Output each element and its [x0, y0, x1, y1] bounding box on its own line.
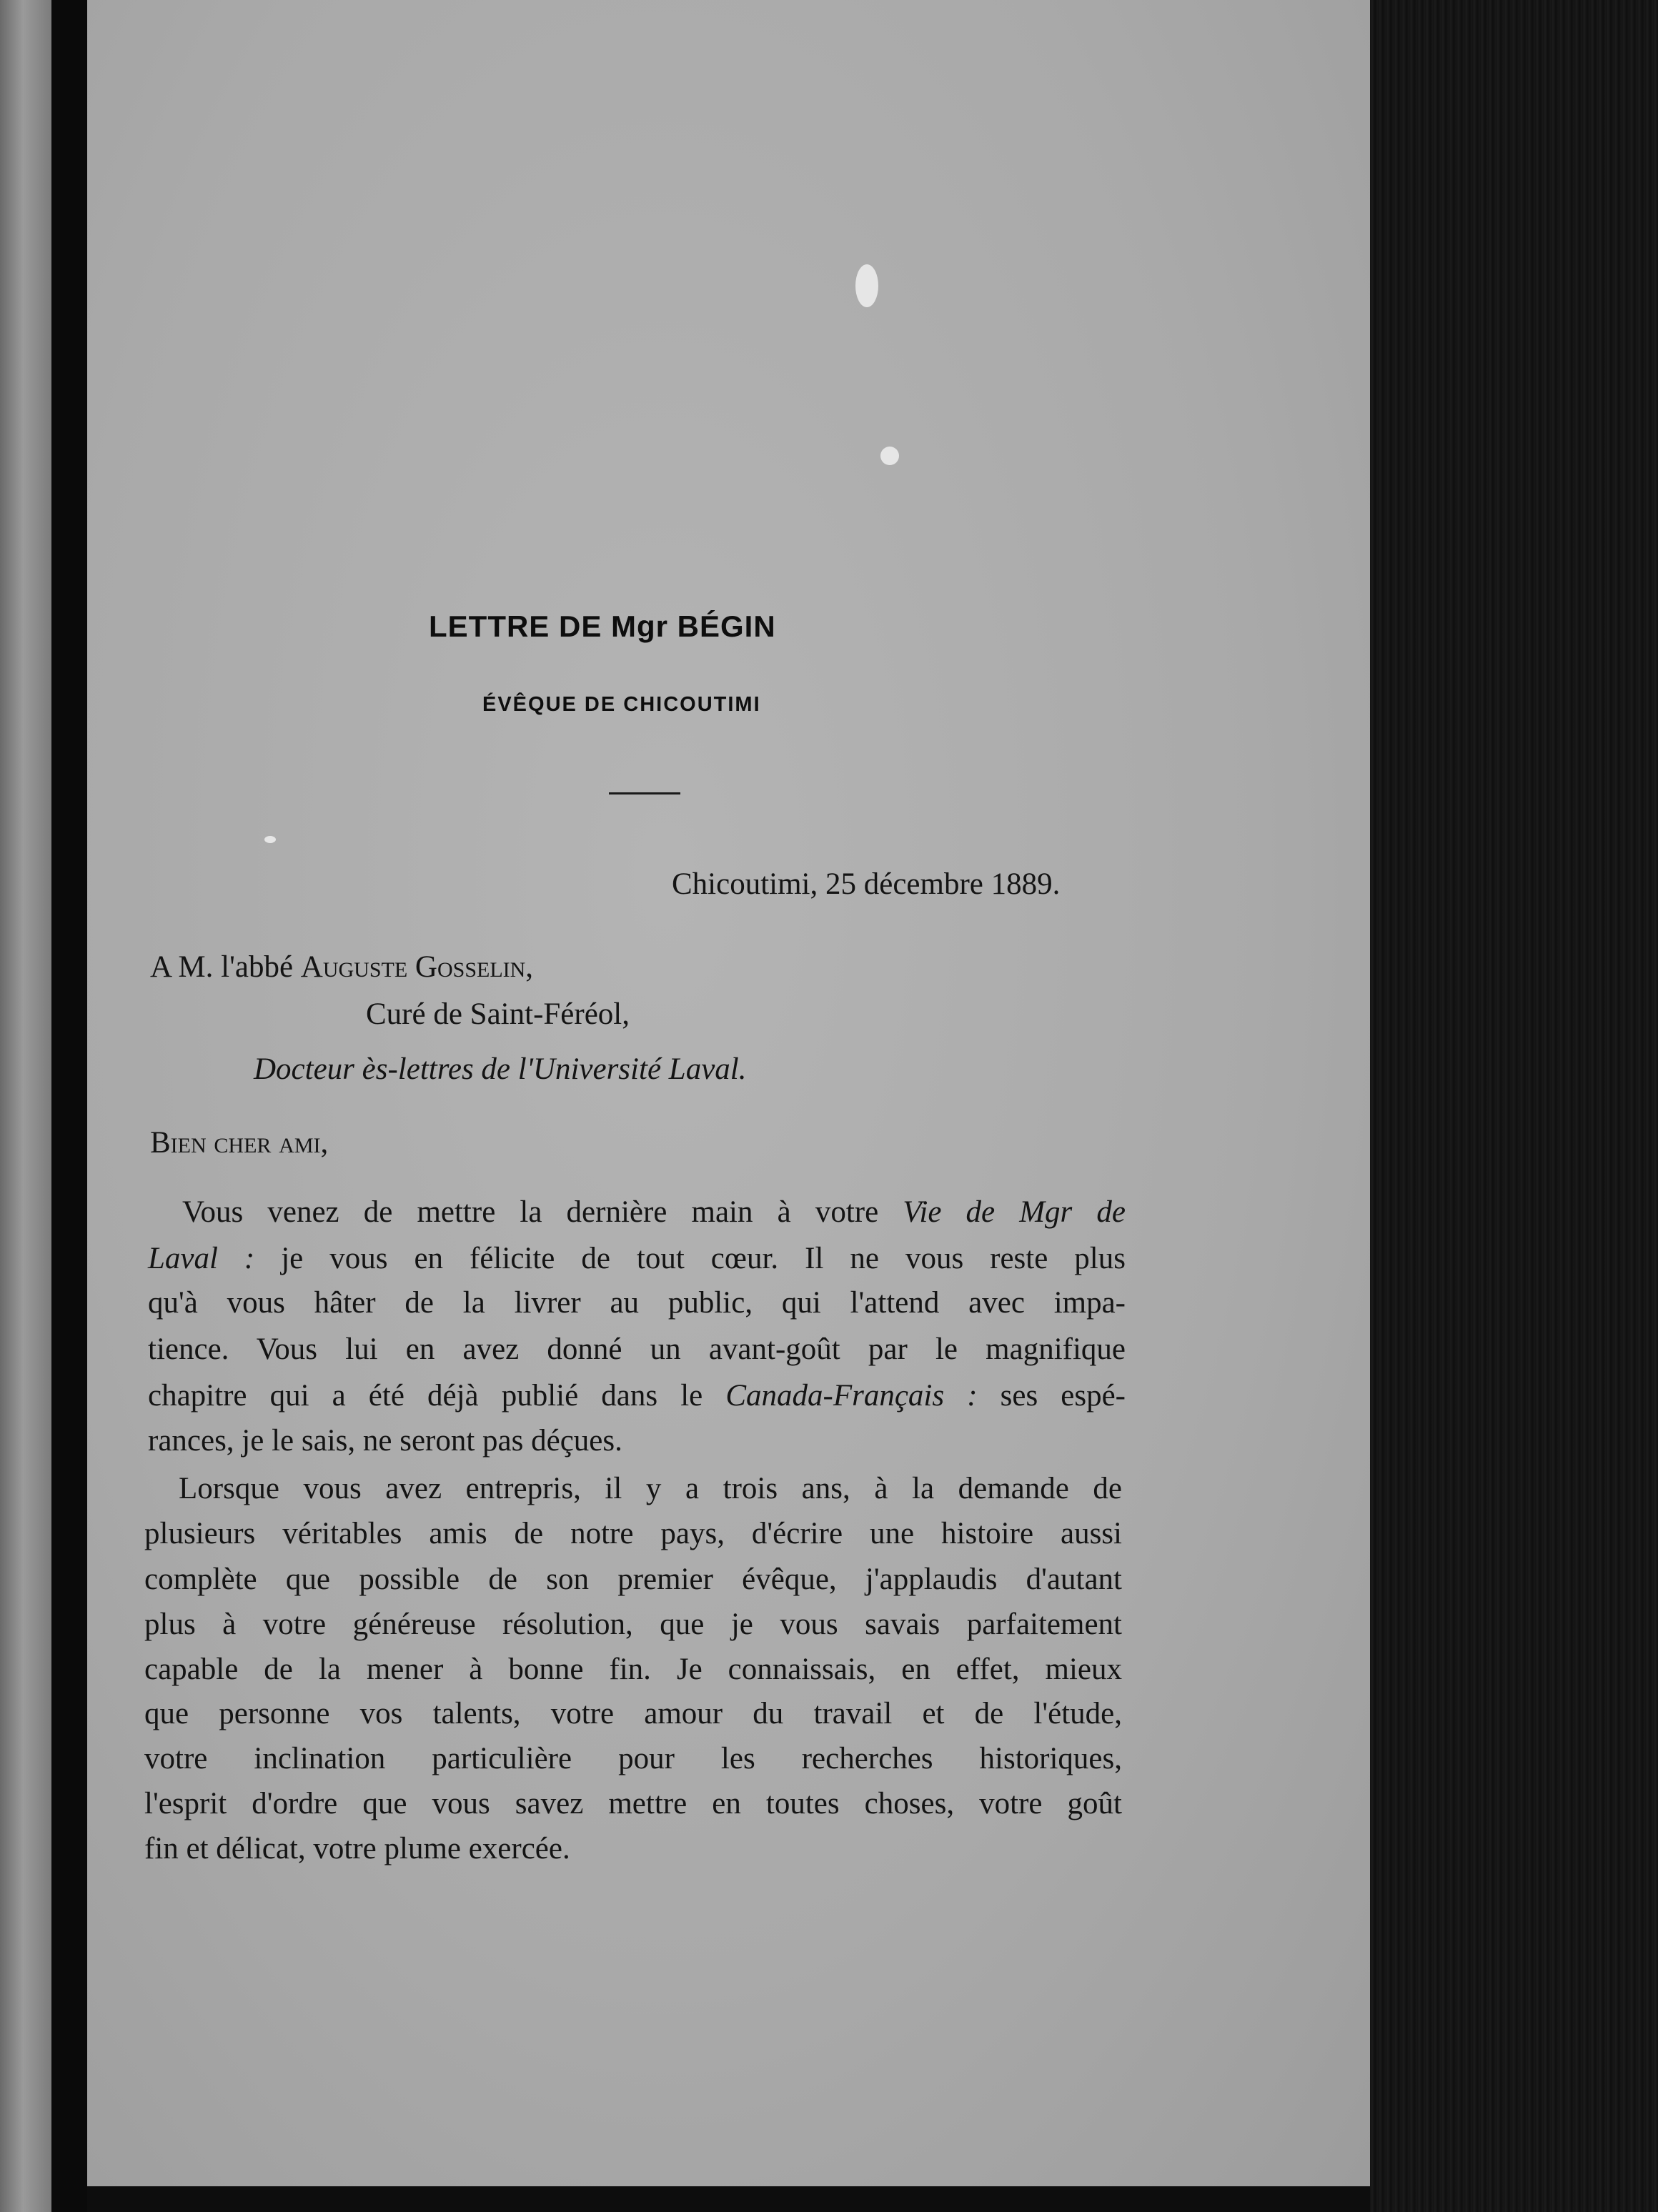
- letter-title: LETTRE DE Mgr BÉGIN: [429, 609, 776, 643]
- body-line-3: qu'à vous hâter de la livrer au public, qui l'attend avec impa-: [148, 1286, 1126, 1320]
- left-page-edge: [0, 0, 51, 2212]
- body-line-text: Vous venez de mettre la dernière main à votre: [182, 1195, 903, 1229]
- body-line-text: je vous en félicite de tout cœur. Il ne vous reste plus: [254, 1242, 1126, 1275]
- address-prefix: A M. l'abbé: [150, 950, 294, 984]
- dust-speck: [855, 264, 878, 307]
- body-line-text: chapitre qui a été déjà publié dans le: [148, 1379, 726, 1413]
- address-title: Docteur ès-lettres de l'Université Laval.: [254, 1052, 747, 1086]
- body-line-10: plus à votre généreuse résolution, que je vous savais parfaitement: [144, 1608, 1122, 1641]
- dust-speck: [264, 836, 276, 843]
- body-line-14: l'esprit d'ordre que vous savez mettre en toutes choses, votre goût: [144, 1787, 1122, 1820]
- body-line-8: plusieurs véritables amis de notre pays, d'écrire une histoire aussi: [144, 1517, 1122, 1550]
- body-line-7: Lorsque vous avez entrepris, il y a trois ans, à la demande de: [179, 1472, 1122, 1505]
- body-line-4: tience. Vous lui en avez donné un avant-goût par le magnifique: [148, 1332, 1126, 1366]
- binding-shadow: [51, 0, 87, 2212]
- body-line-6: rances, je le sais, ne seront pas déçues.: [148, 1424, 622, 1458]
- dust-speck: [880, 447, 899, 465]
- salutation: Bien cher ami,: [150, 1126, 329, 1160]
- dateline: Chicoutimi, 25 décembre 1889.: [672, 867, 1061, 901]
- letter-subtitle: ÉVÊQUE DE CHICOUTIMI: [482, 693, 761, 716]
- address-line-1: [150, 952, 533, 982]
- address-line-2: Curé de Saint-Féréol,: [366, 997, 630, 1031]
- periodical-title-italic: Canada-Français :: [725, 1379, 978, 1413]
- right-scan-border: [1370, 0, 1658, 2212]
- body-line-text: ses espé-: [977, 1379, 1126, 1413]
- body-line-2: [148, 1243, 1126, 1274]
- body-line-11: capable de la mener à bonne fin. Je connaissais, en effet, mieux: [144, 1653, 1122, 1686]
- body-line-13: votre inclination particulière pour les recherches historiques,: [144, 1742, 1122, 1775]
- address-line-3: [254, 1054, 746, 1085]
- body-line-9: complète que possible de son premier évêque, j'applaudis d'autant: [144, 1563, 1122, 1596]
- book-title-italic: Vie de Mgr de: [903, 1195, 1126, 1229]
- title-rule: [609, 792, 680, 794]
- body-line-15: fin et délicat, votre plume exercée.: [144, 1832, 570, 1865]
- recipient-name: Auguste Gosselin,: [300, 950, 534, 984]
- body-line-5: [148, 1380, 1126, 1411]
- body-line-1: [182, 1197, 1126, 1227]
- book-title-italic: Laval :: [148, 1242, 255, 1275]
- body-line-12: que personne vos talents, votre amour du travail et de l'étude,: [144, 1697, 1122, 1730]
